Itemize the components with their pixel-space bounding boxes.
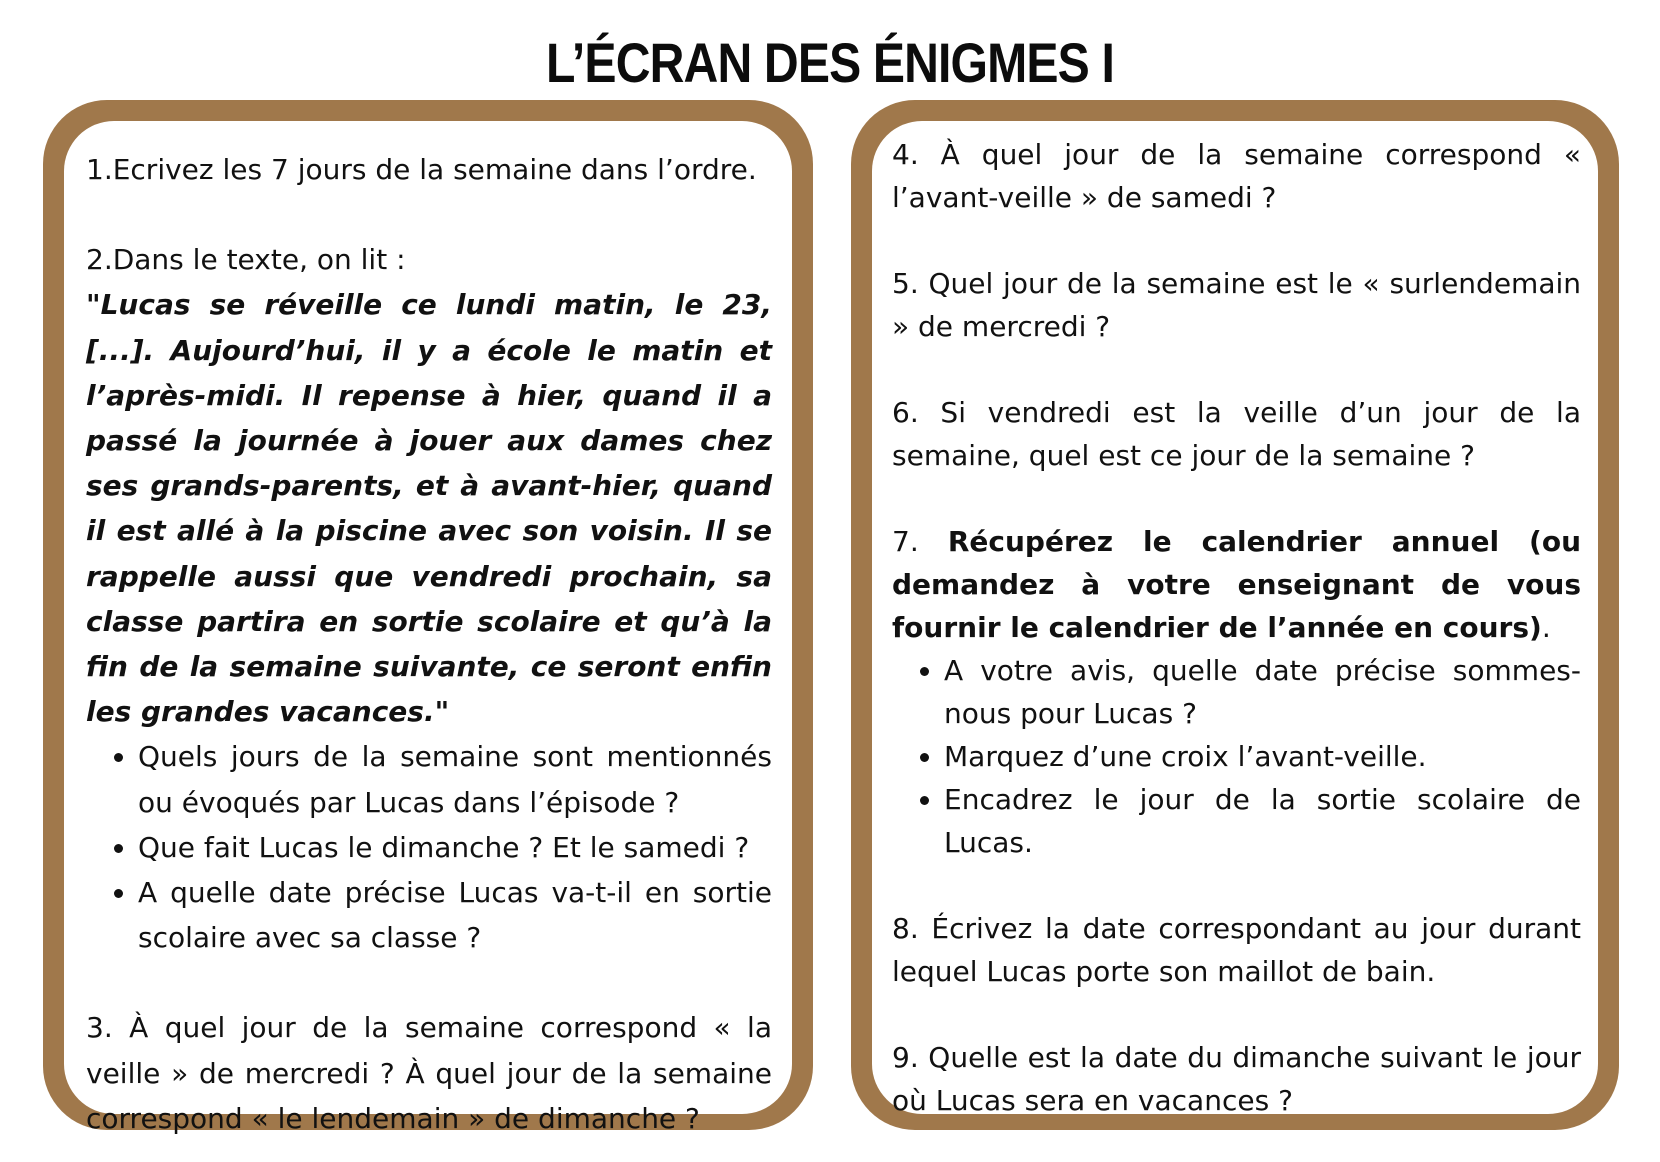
question-4: 4. À quel jour de la semaine correspond « l’avant-veille » de samedi ? bbox=[892, 138, 1581, 214]
list-item: • Quels jours de la semaine sont mentionnés ou évoqués par Lucas dans l’épisode ? bbox=[138, 734, 772, 824]
left-card-frame bbox=[43, 100, 813, 1135]
list-item: • Que fait Lucas le dimanche ? Et le samedi ? bbox=[138, 825, 772, 870]
question-7-number: 7. bbox=[892, 525, 919, 558]
question-8: 8. Écrivez la date correspondant au jour durant lequel Lucas porte son maillot de bain. bbox=[892, 912, 1581, 988]
question-7 bbox=[892, 520, 1581, 649]
question-5: 5. Quel jour de la semaine est le « surlendemain » de mercredi ? bbox=[892, 267, 1581, 343]
question-2-bullets bbox=[86, 734, 772, 960]
question-1: 1.Ecrivez les 7 jours de la semaine dans l’ordre. bbox=[86, 153, 757, 186]
question-3: 3. À quel jour de la semaine correspond « la veille » de mercredi ? À quel jour de la semaine correspond « le lendemain » de dimanche ? bbox=[86, 1011, 772, 1135]
list-item: • Encadrez le jour de la sortie scolaire de Lucas. bbox=[944, 778, 1581, 864]
question-7-bullets bbox=[892, 649, 1581, 864]
question-2-quote: "Lucas se réveille ce lundi matin, le 23, [...]. Aujourd’hui, il y a école le matin et l’après-midi. Il repense à hier, quand il a passé la journée à jouer aux dames chez ses grands-parents, et à avant-hier, quand il est allé à la piscine avec son voisin. Il se rappelle aussi que vendredi prochain, sa classe partira en sortie scolaire et qu’à la fin de la semaine suivante, ce seront enfin les grandes vacances." bbox=[86, 288, 772, 729]
question-2-intro: 2.Dans le texte, on lit : bbox=[86, 243, 406, 277]
question-7-end: . bbox=[1541, 611, 1551, 644]
left-card bbox=[64, 121, 792, 1135]
question-9: 9. Quelle est la date du dimanche suivant le jour où Lucas sera en vacances ? bbox=[892, 1041, 1581, 1117]
question-6: 6. Si vendredi est la veille d’un jour de la semaine, quel est ce jour de la semaine ? bbox=[892, 396, 1581, 472]
question-7-instruction: Récupérez le calendrier annuel (ou demandez à votre enseignant de vous fournir le calendrier de l’année en cours) bbox=[892, 525, 1581, 644]
list-item: • A votre avis, quelle date précise sommes-nous pour Lucas ? bbox=[944, 649, 1581, 735]
list-item: • A quelle date précise Lucas va-t-il en sortie scolaire avec sa classe ? bbox=[138, 870, 772, 960]
right-card bbox=[872, 121, 1598, 1117]
right-card-frame bbox=[851, 100, 1619, 1130]
list-item: • Marquez d’une croix l’avant-veille. bbox=[944, 735, 1581, 778]
page-title: L’ÉCRAN DES ÉNIGMES I bbox=[546, 31, 1114, 94]
